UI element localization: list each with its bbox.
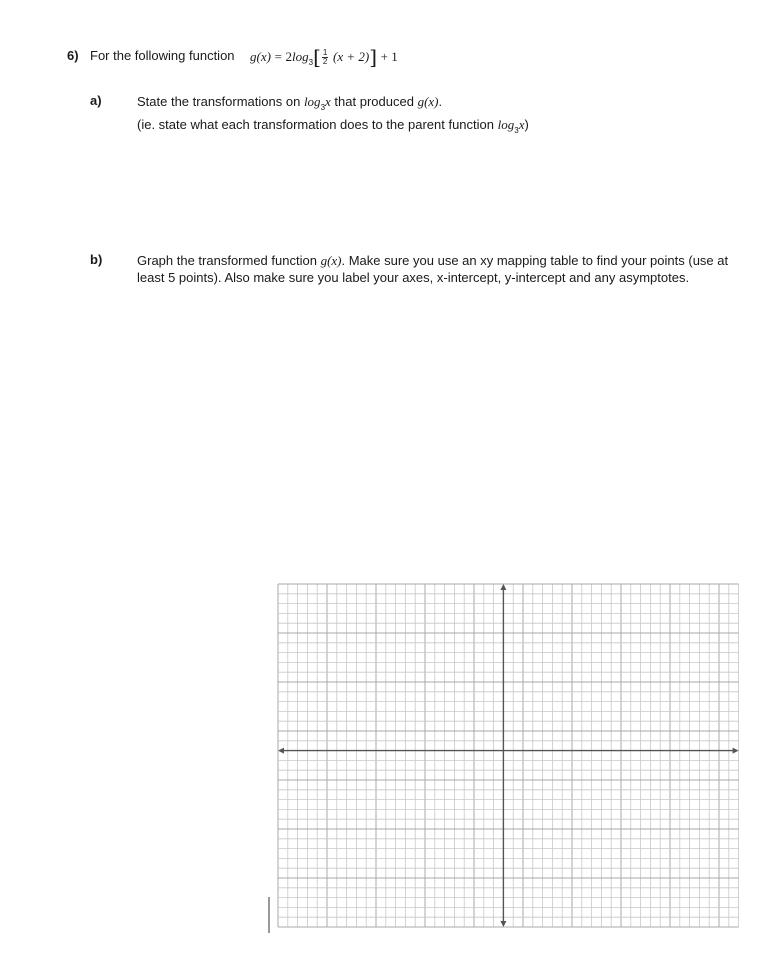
part-a-line2 xyxy=(137,116,529,139)
formula-equals: = xyxy=(274,49,282,64)
part-a-var: x xyxy=(325,94,331,109)
question-number: 6) xyxy=(67,48,79,63)
y-axis-down-arrow xyxy=(500,921,506,927)
part-b-text-before: Graph the transformed function xyxy=(137,253,317,268)
part-b-text-after: . Make sure you use an xy mapping table to find your points (use at least 5 points). Also make sure you label your axes, x-intercept, y-intercept and any asymptotes. xyxy=(137,253,729,285)
formula-fraction xyxy=(322,49,328,66)
part-a-label: a) xyxy=(90,93,102,108)
formula-lhs: g(x) xyxy=(250,49,271,64)
formula-inner: (x + 2) xyxy=(333,49,370,64)
question-stem: For the following function xyxy=(90,48,235,63)
part-a-line2-log: log xyxy=(497,117,515,132)
part-a-line1 xyxy=(137,93,442,116)
part-a-text: State the transformations on xyxy=(137,94,301,109)
part-a-period: . xyxy=(438,94,443,109)
part-a-log-base: 3 xyxy=(320,103,326,112)
fraction-denominator: 2 xyxy=(322,57,328,67)
grid-lines xyxy=(278,584,739,927)
part-b-text xyxy=(137,252,747,286)
coordinate-grid xyxy=(262,576,747,938)
part-a-line2-end: ) xyxy=(524,117,529,132)
part-a-line2-var: x xyxy=(518,117,525,132)
formula-close-bracket: ] xyxy=(369,45,378,69)
formula-log: log xyxy=(292,49,309,64)
y-axis-up-arrow xyxy=(500,584,506,590)
x-axis-right-arrow xyxy=(733,748,739,754)
function-formula xyxy=(250,45,398,69)
formula-open-bracket: [ xyxy=(313,45,321,69)
fraction-numerator: 1 xyxy=(322,48,328,58)
part-b-g: g(x) xyxy=(320,253,342,268)
part-b-label: b) xyxy=(90,252,103,267)
part-a-line2-base: 3 xyxy=(514,126,519,135)
formula-log-base: 3 xyxy=(308,58,314,67)
axes xyxy=(269,584,739,933)
part-a-g: g(x) xyxy=(417,94,439,109)
part-a-mid: that produced xyxy=(334,94,414,109)
x-axis-left-arrow xyxy=(278,748,284,754)
formula-coefficient: 2 xyxy=(285,49,293,64)
part-a-line2-text: (ie. state what each transformation does to the parent function xyxy=(137,117,494,132)
part-a-log: log xyxy=(303,94,321,109)
formula-tail: + 1 xyxy=(380,49,398,64)
